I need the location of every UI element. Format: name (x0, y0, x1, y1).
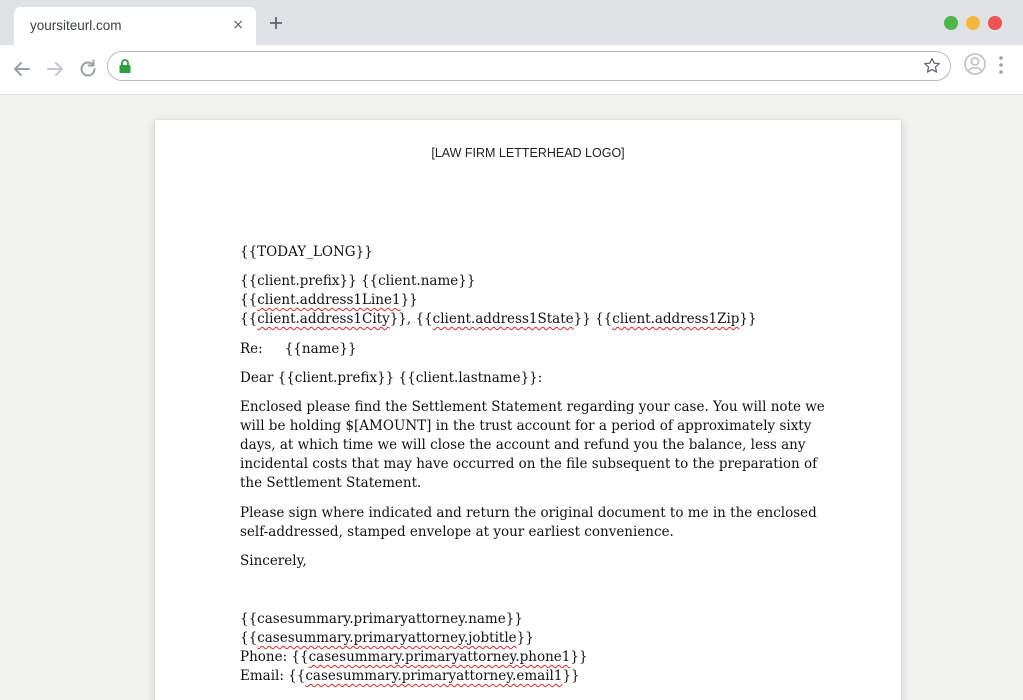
sig-phone-close: }} (570, 649, 588, 665)
jobtitle-field: casesummary.primaryattorney.jobtitle (257, 630, 517, 646)
client-address-line-1: {{client.prefix}} {{client.name}} (240, 273, 476, 289)
letterhead-placeholder: [LAW FIRM LETTERHEAD LOGO] (431, 146, 625, 160)
address-2-close: }} (400, 292, 418, 308)
address-bar[interactable] (107, 51, 951, 81)
tab-close-icon[interactable]: × (232, 17, 244, 33)
back-arrow-icon[interactable] (10, 57, 34, 81)
signature-email (240, 667, 830, 686)
sig-email-close: }} (562, 668, 580, 684)
browser-toolbar (0, 45, 1023, 95)
profile-avatar-icon[interactable] (964, 53, 986, 75)
browser-menu-icon[interactable] (996, 54, 1006, 76)
address-3-part-3: }} {{ (573, 311, 613, 327)
address-3-part-1: {{ (240, 311, 258, 327)
address-state-field: client.address1State (432, 311, 574, 327)
forward-arrow-icon[interactable] (43, 57, 67, 81)
document-page[interactable] (155, 120, 901, 700)
address-3-part-2: }}, {{ (389, 311, 433, 327)
address-zip-field: client.address1Zip (612, 311, 740, 327)
sig-title-close: }} (516, 630, 534, 646)
re-line (240, 340, 830, 359)
client-address-line-3 (240, 310, 830, 329)
body-paragraph-1: Enclosed please find the Settlement Statement regarding your case. You will note we will be holding $[AMOUNT] in the trust account for a period of approximately sixty days, at which time we will close the account and refund you the balance, less any incidental costs that may have occurred on the file subsequent to the preparation of the Settlement Statement. (240, 399, 825, 491)
closing: Sincerely, (240, 553, 307, 569)
signature-phone (240, 648, 830, 667)
phone-field: casesummary.primaryattorney.phone1 (308, 649, 571, 665)
email-field: casesummary.primaryattorney.email1 (305, 668, 563, 684)
sig-title-open: {{ (240, 630, 258, 646)
reload-icon[interactable] (76, 57, 100, 81)
lock-icon (118, 58, 132, 74)
date-line: {{TODAY_LONG}} (240, 244, 373, 260)
window-close-button[interactable] (988, 16, 1002, 30)
salutation: Dear {{client.prefix}} {{client.lastname}}: (240, 370, 543, 386)
sig-email-prefix: Email: {{ (240, 668, 306, 684)
bookmark-star-icon[interactable] (922, 56, 942, 76)
browser-tab[interactable] (14, 7, 256, 45)
window-maximize-button[interactable] (944, 16, 958, 30)
new-tab-plus-icon[interactable] (266, 13, 286, 33)
tab-title: yoursiteurl.com (30, 18, 122, 33)
address-line1-field: client.address1Line1 (257, 292, 401, 308)
address-2-open: {{ (240, 292, 258, 308)
address-3-part-4: }} (739, 311, 757, 327)
window-minimize-button[interactable] (966, 16, 980, 30)
sig-phone-prefix: Phone: {{ (240, 649, 309, 665)
re-label: Re: (240, 341, 263, 357)
signature-title (240, 629, 830, 648)
signature-name: {{casesummary.primaryattorney.name}} (240, 611, 523, 627)
client-address-line-2 (240, 291, 830, 310)
body-paragraph-2: Please sign where indicated and return the original document to me in the enclosed self-addressed, stamped envelope at your earliest convenience. (240, 505, 817, 540)
address-city-field: client.address1City (257, 311, 390, 327)
browser-tab-bar (0, 0, 1023, 45)
re-value: {{name}} (284, 341, 357, 357)
